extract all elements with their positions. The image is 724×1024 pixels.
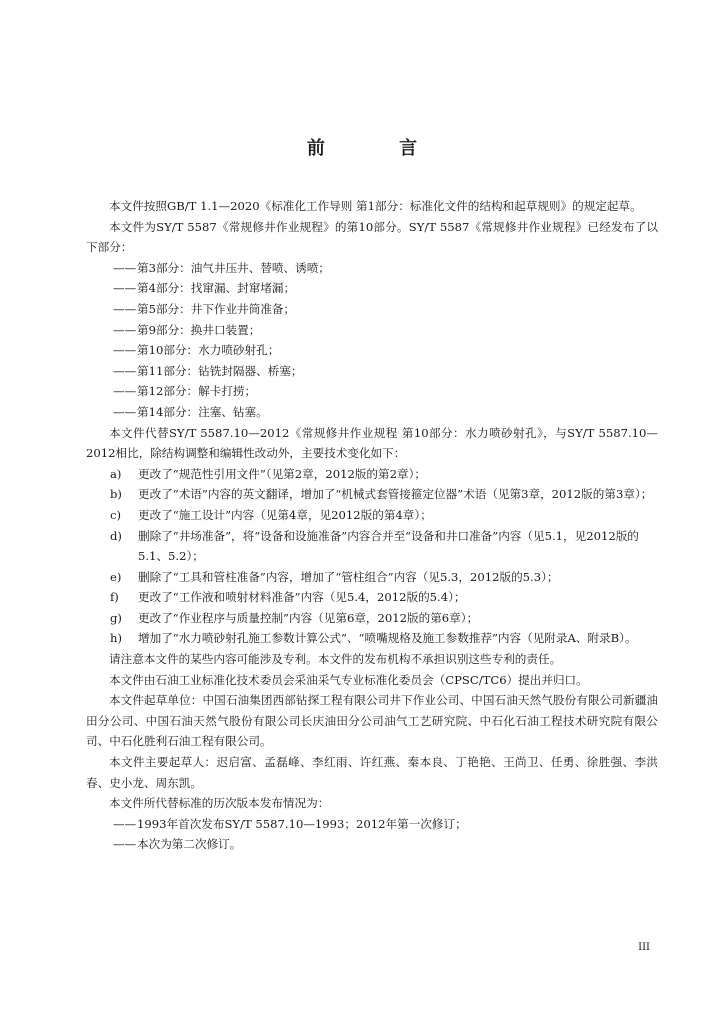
page-title: 前 言 [306,138,452,159]
list-item: ——第11部分：钻铣封隔器、桥塞； [86,361,658,382]
dash-mark: —— [113,343,137,358]
list-item: ——第12部分：解卡打捞； [86,381,658,402]
paragraph-replacement: 本文件代替SY/T 5587.10—2012《常规修井作业规程 第10部分：水力喷砂射孔》，与SY/T 5587.10—2012相比，除结构调整和编辑性改动外，主要技术变化如下： [86,425,658,461]
dash-mark: —— [113,260,137,275]
changes-list [86,464,658,649]
paragraph-drafters: 本文件主要起草人：迟启富、孟磊峰、李红雨、许红燕、秦本良、丁艳艳、王尚卫、任勇、徐胜强、李洪春、史小龙、周东凯。 [86,755,658,790]
change-label: e) [110,569,122,584]
page-number: III [638,942,650,953]
change-item: g) 更改了“作业程序与质量控制”内容（见第6章，2012版的第6章）； [86,608,658,629]
change-item: a) 更改了“规范性引用文件”（见第2章，2012版的第2章）； [86,464,658,485]
change-item: b) 更改了“术语”内容的英文翻译，增加了“机械式套管接箍定位器”术语（见第3章，2012版的第3章）； [86,484,658,505]
list-item: ——第3部分：油气井压井、替喷、诱喷； [86,258,658,279]
history-list [86,814,658,855]
dash-mark: —— [113,281,137,296]
list-item: ——第5部分：井下作业井筒准备； [86,299,658,320]
dash-mark: —— [113,384,137,399]
paragraph-proposer: 本文件由石油工业标准化技术委员会采油采气专业标准化委员会（CPSC/TC6）提出并归口。 [109,672,588,687]
paragraph-patent-notice: 请注意本文件的某些内容可能涉及专利。本文件的发布机构不承担识别这些专利的责任。 [109,652,562,667]
change-label: h) [110,631,122,646]
dash-mark: —— [113,837,137,852]
change-label: b) [110,487,122,502]
change-item: c) 更改了“施工设计”内容（见第4章，见2012版的第4章）； [86,505,658,526]
change-label: a) [110,466,122,481]
list-item: ——第9部分：换井口装置； [86,320,658,341]
change-item: f) 更改了“工作液和喷射材料准备”内容（见5.4，2012版的5.4）； [86,587,658,608]
change-label: c) [110,507,122,522]
list-item: ——1993年首次发布SY/T 5587.10—1993；2012年第一次修订； [86,814,658,835]
change-label: f) [110,590,119,605]
dash-mark: —— [113,404,137,419]
dash-mark: —— [113,301,137,316]
paragraph-history-intro: 本文件所代替标准的历次版本发布情况为： [109,796,330,811]
dash-mark: —— [113,322,137,337]
change-item: e) 删除了“工具和管柱准备”内容，增加了“管柱组合”内容（见5.3，2012版的5.3）； [86,567,658,588]
change-item: h) 增加了“水力喷砂射孔施工参数计算公式”、“喷嘴规格及施工参数推荐”内容（见附录A、附录B）。 [86,628,658,649]
list-item: ——第10部分：水力喷砂射孔； [86,340,658,361]
change-item: d) 删除了“井场准备”，将“设备和设施准备”内容合并至“设备和井口准备”内容（见5.1，见2012版的5.1、5.2）； [86,526,658,567]
dash-mark: —— [113,363,137,378]
list-item: ——第14部分：注塞、钻塞。 [86,402,658,423]
paragraph-part-intro: 本文件为SY/T 5587《常规修井作业规程》的第10部分。SY/T 5587《常规修井作业规程》已经发布了以下部分： [86,219,658,255]
change-label: g) [110,610,122,625]
list-item: ——第4部分：找窜漏、封窜堵漏； [86,278,658,299]
parts-list [86,258,658,423]
document-body [86,196,658,855]
paragraph-drafting-units: 本文件起草单位：中国石油集团西部钻探工程有限公司井下作业公司、中国石油天然气股份有限公司新疆油田分公司、中国石油天然气股份有限公司长庆油田分公司油气工艺研究院、中石化石油工程技术研究院有限公司、中石化胜利石油工程有限公司。 [86,693,658,749]
dash-mark: —— [113,816,137,831]
change-label: d) [110,528,122,543]
paragraph-drafting-rule: 本文件按照GB/T 1.1—2020《标准化工作导则 第1部分：标准化文件的结构和起草规则》的规定起草。 [109,199,642,213]
list-item: ——本次为第二次修订。 [86,834,658,855]
